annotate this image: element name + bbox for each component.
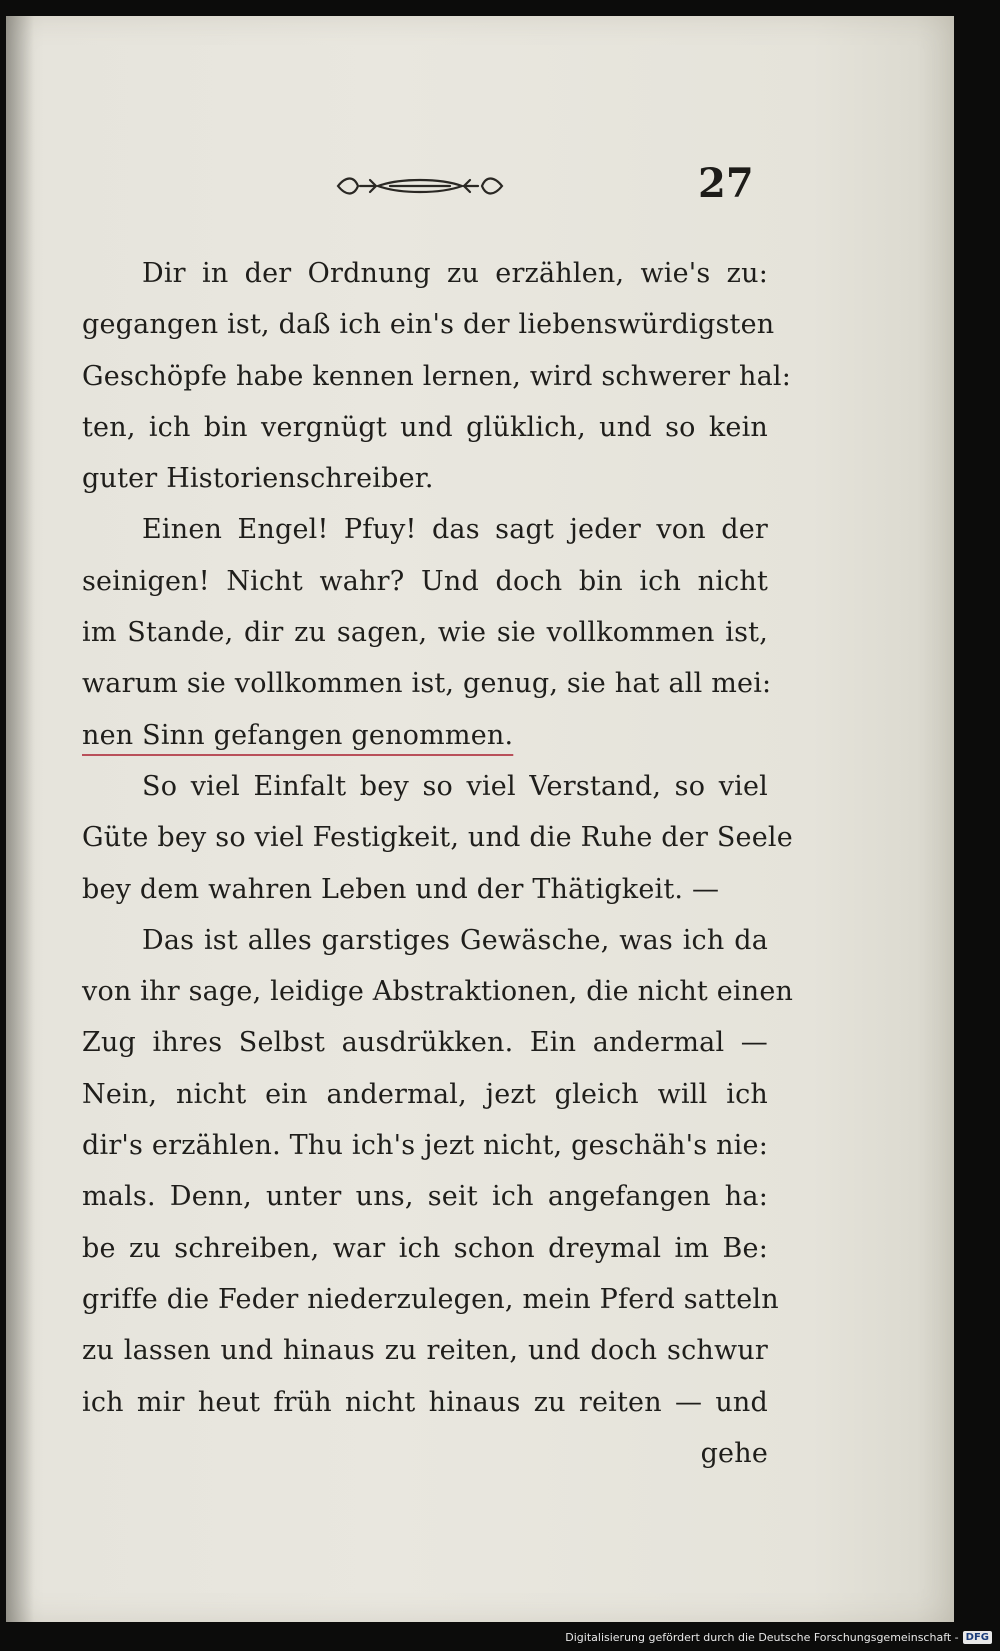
text-line: Nein, nicht ein andermal, jezt gleich will ich xyxy=(82,1078,768,1110)
text-line: von ihr sage, leidige Abstraktionen, die nicht einen xyxy=(82,976,794,1008)
body-text xyxy=(82,248,794,1479)
text-line: guter Historienschreiber. xyxy=(82,463,434,495)
text-line: mals. Denn, unter uns, seit ich angefangen ha: xyxy=(82,1181,768,1213)
text-line: Güte bey so viel Festigkeit, und die Ruhe der Seele xyxy=(82,822,793,854)
text-line: Das ist alles garstiges Gewäsche, was ich da xyxy=(142,924,768,956)
page-number: 27 xyxy=(698,160,754,207)
catchword: gehe xyxy=(700,1437,768,1469)
text-line: dir's erzählen. Thu ich's jezt nicht, geschäh's nie: xyxy=(82,1130,768,1162)
text-line: Zug ihres Selbst ausdrükken. Ein andermal — xyxy=(82,1027,768,1059)
underlined-phrase: nen Sinn gefangen genommen. xyxy=(82,719,514,751)
text-line: So viel Einfalt bey so viel Verstand, so viel xyxy=(142,770,768,802)
credit-text: Digitalisierung gefördert durch die Deutsche Forschungsgemeinschaft - xyxy=(565,1630,959,1644)
text-line: ten, ich bin vergnügt und glüklich, und so kein xyxy=(82,411,768,443)
digitization-credit xyxy=(565,1627,992,1647)
ornament-icon xyxy=(330,168,510,204)
text-line: be zu schreiben, war ich schon dreymal im Be: xyxy=(82,1232,768,1264)
page-gutter-shadow xyxy=(6,16,34,1622)
text-line: seinigen! Nicht wahr? Und doch bin ich nicht xyxy=(82,565,768,597)
dfg-logo: DFG xyxy=(963,1631,992,1644)
text-line: gegangen ist, daß ich ein's der liebenswürdigsten xyxy=(82,309,775,341)
text-line: Dir in der Ordnung zu erzählen, wie's zu: xyxy=(142,258,768,289)
text-line: griffe die Feder niederzulegen, mein Pferd satteln xyxy=(82,1283,779,1315)
text-line: Geschöpfe habe kennen lernen, wird schwerer hal: xyxy=(82,360,792,392)
text-line-underlined xyxy=(82,710,768,761)
text-line: zu lassen und hinaus zu reiten, und doch schwur xyxy=(82,1335,768,1367)
text-line: warum sie vollkommen ist, genug, sie hat all mei: xyxy=(82,668,772,700)
text-line: Einen Engel! Pfuy! das sagt jeder von der xyxy=(142,514,768,546)
text-line: im Stande, dir zu sagen, wie sie vollkommen ist, xyxy=(82,617,768,649)
text-line: bey dem wahren Leben und der Thätigkeit. — xyxy=(82,873,720,905)
page-header xyxy=(0,160,1000,220)
text-line: ich mir heut früh nicht hinaus zu reiten — und xyxy=(82,1386,768,1418)
